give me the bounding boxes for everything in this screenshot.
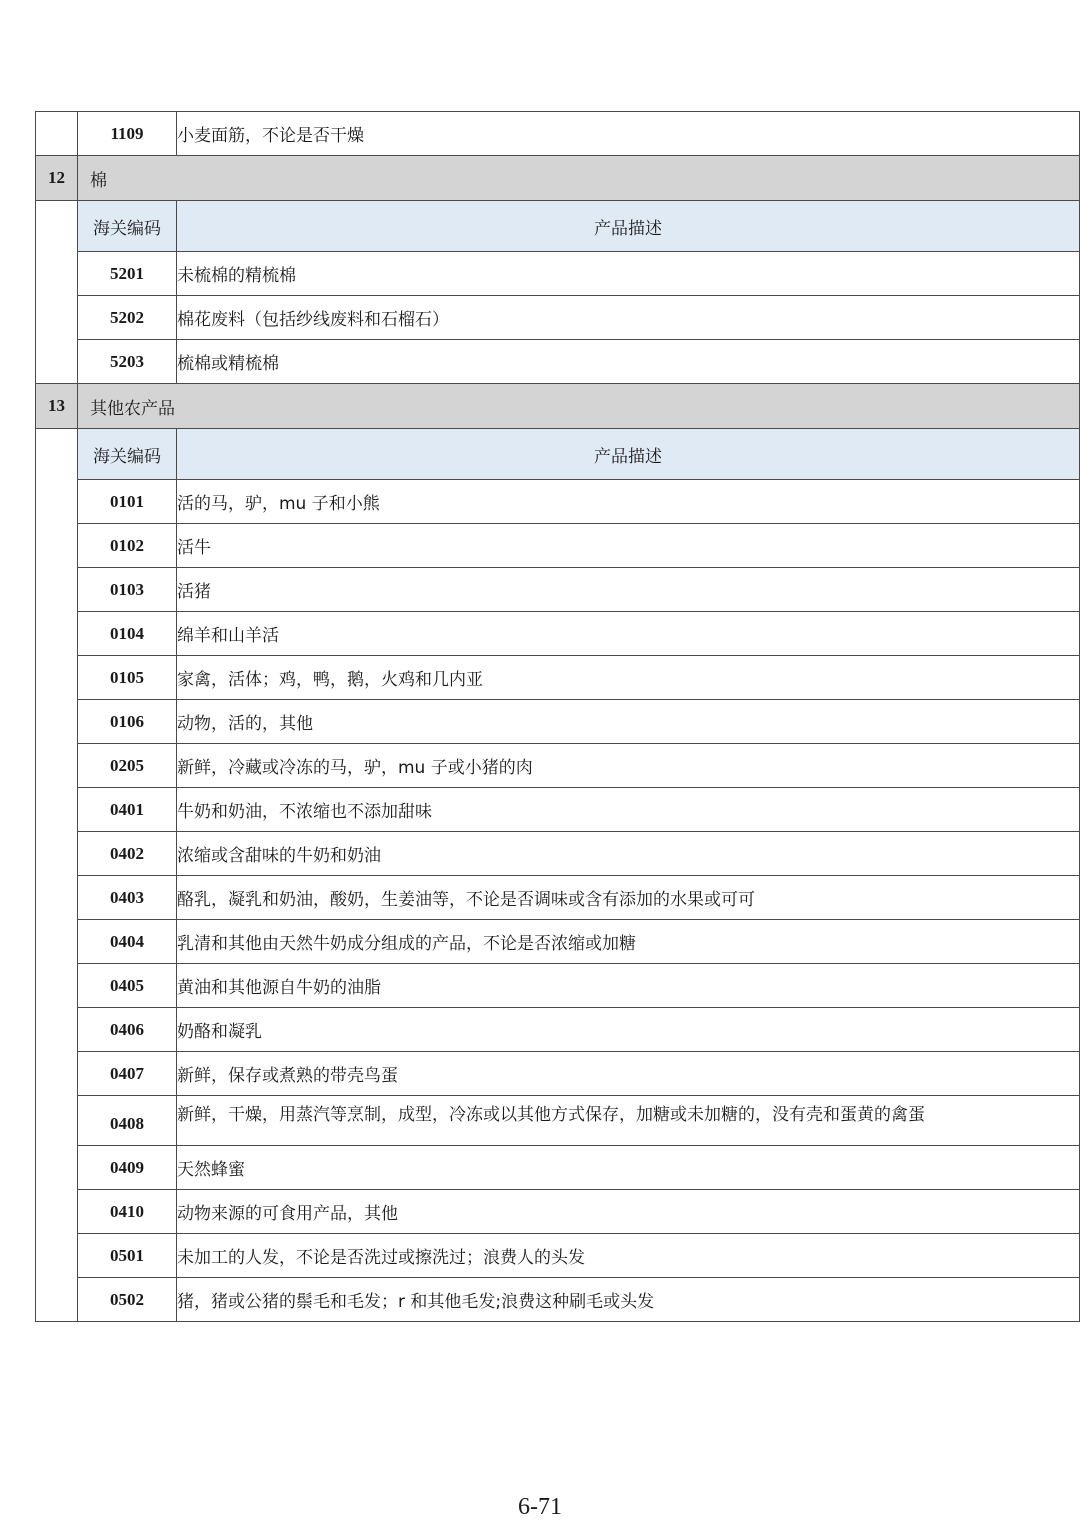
product-description-cell: 牛奶和奶油，不浓缩也不添加甜味 bbox=[177, 788, 1080, 832]
column-header-description: 产品描述 bbox=[177, 201, 1080, 252]
product-description-cell: 家禽，活体；鸡，鸭，鹅，火鸡和几内亚 bbox=[177, 656, 1080, 700]
category-number: 12 bbox=[36, 156, 78, 201]
hs-code-cell: 0404 bbox=[78, 920, 177, 964]
product-description-cell: 未加工的人发，不论是否洗过或擦洗过；浪费人的头发 bbox=[177, 1234, 1080, 1278]
product-description-cell: 新鲜，冷藏或冷冻的马，驴，mu 子或小猪的肉 bbox=[177, 744, 1080, 788]
hs-code-cell: 0408 bbox=[78, 1096, 177, 1146]
table-row bbox=[36, 524, 1080, 568]
table-header-row bbox=[36, 201, 1080, 252]
table-row bbox=[36, 112, 1080, 156]
hs-code-cell: 0405 bbox=[78, 964, 177, 1008]
hs-code-cell: 0502 bbox=[78, 1278, 177, 1322]
product-description-cell: 猪，猪或公猪的鬃毛和毛发；r 和其他毛发;浪费这种刷毛或头发 bbox=[177, 1278, 1080, 1322]
category-name: 其他农产品 bbox=[78, 384, 1080, 429]
hs-code-cell: 5201 bbox=[78, 252, 177, 296]
product-description-cell: 新鲜，干燥，用蒸汽等烹制，成型，冷冻或以其他方式保存，加糖或未加糖的，没有壳和蛋黄的禽蛋 bbox=[177, 1096, 1080, 1146]
product-description-cell: 小麦面筋，不论是否干燥 bbox=[177, 112, 1080, 156]
table-row bbox=[36, 612, 1080, 656]
table-row bbox=[36, 1234, 1080, 1278]
hs-code-cell: 0101 bbox=[78, 480, 177, 524]
table-row bbox=[36, 1190, 1080, 1234]
section-indent-cell bbox=[36, 429, 78, 1322]
hs-code-cell: 0410 bbox=[78, 1190, 177, 1234]
category-number: 13 bbox=[36, 384, 78, 429]
hs-code-cell: 0205 bbox=[78, 744, 177, 788]
table-row bbox=[36, 1008, 1080, 1052]
hs-code-cell: 0402 bbox=[78, 832, 177, 876]
table-row bbox=[36, 1052, 1080, 1096]
product-description-cell: 活猪 bbox=[177, 568, 1080, 612]
table-row bbox=[36, 964, 1080, 1008]
table-row bbox=[36, 1278, 1080, 1322]
product-description-cell: 黄油和其他源自牛奶的油脂 bbox=[177, 964, 1080, 1008]
product-description-cell: 天然蜂蜜 bbox=[177, 1146, 1080, 1190]
section-number-cell bbox=[36, 112, 78, 156]
hs-code-cell: 0407 bbox=[78, 1052, 177, 1096]
table-row bbox=[36, 296, 1080, 340]
table-row bbox=[36, 340, 1080, 384]
column-header-code: 海关编码 bbox=[78, 429, 177, 480]
product-description-cell: 新鲜，保存或煮熟的带壳鸟蛋 bbox=[177, 1052, 1080, 1096]
table-row bbox=[36, 1146, 1080, 1190]
product-description-cell: 梳棉或精梳棉 bbox=[177, 340, 1080, 384]
product-description-cell: 绵羊和山羊活 bbox=[177, 612, 1080, 656]
product-description-cell: 活牛 bbox=[177, 524, 1080, 568]
product-description-cell: 乳清和其他由天然牛奶成分组成的产品，不论是否浓缩或加糖 bbox=[177, 920, 1080, 964]
column-header-description: 产品描述 bbox=[177, 429, 1080, 480]
product-description-cell: 棉花废料（包括纱线废料和石榴石） bbox=[177, 296, 1080, 340]
hs-code-cell: 0106 bbox=[78, 700, 177, 744]
table-row bbox=[36, 252, 1080, 296]
product-description-cell: 浓缩或含甜味的牛奶和奶油 bbox=[177, 832, 1080, 876]
table-header-row bbox=[36, 429, 1080, 480]
section-indent-cell bbox=[36, 201, 78, 384]
product-description-cell: 活的马，驴，mu 子和小熊 bbox=[177, 480, 1080, 524]
category-row bbox=[36, 156, 1080, 201]
product-description-cell: 动物来源的可食用产品，其他 bbox=[177, 1190, 1080, 1234]
table-row bbox=[36, 1096, 1080, 1146]
hs-code-cell: 0102 bbox=[78, 524, 177, 568]
hs-code-cell: 5202 bbox=[78, 296, 177, 340]
hs-code-cell: 0409 bbox=[78, 1146, 177, 1190]
hs-code-cell: 5203 bbox=[78, 340, 177, 384]
table-row bbox=[36, 700, 1080, 744]
product-description-cell: 酪乳，凝乳和奶油，酸奶，生姜油等，不论是否调味或含有添加的水果或可可 bbox=[177, 876, 1080, 920]
product-description-cell: 奶酪和凝乳 bbox=[177, 1008, 1080, 1052]
product-description-cell: 未梳棉的精梳棉 bbox=[177, 252, 1080, 296]
product-code-table bbox=[35, 111, 1080, 1322]
table-row bbox=[36, 480, 1080, 524]
table-row bbox=[36, 920, 1080, 964]
table-row bbox=[36, 788, 1080, 832]
product-description-cell: 动物，活的，其他 bbox=[177, 700, 1080, 744]
hs-code-cell: 0401 bbox=[78, 788, 177, 832]
table-row bbox=[36, 568, 1080, 612]
hs-code-cell: 0104 bbox=[78, 612, 177, 656]
category-name: 棉 bbox=[78, 156, 1080, 201]
hs-code-cell: 0403 bbox=[78, 876, 177, 920]
table-row bbox=[36, 876, 1080, 920]
table-row bbox=[36, 656, 1080, 700]
column-header-code: 海关编码 bbox=[78, 201, 177, 252]
hs-code-cell: 1109 bbox=[78, 112, 177, 156]
table-row bbox=[36, 832, 1080, 876]
category-row bbox=[36, 384, 1080, 429]
table-row bbox=[36, 744, 1080, 788]
hs-code-cell: 0501 bbox=[78, 1234, 177, 1278]
page-number: 6-71 bbox=[518, 1494, 562, 1520]
hs-code-cell: 0406 bbox=[78, 1008, 177, 1052]
hs-code-cell: 0105 bbox=[78, 656, 177, 700]
hs-code-cell: 0103 bbox=[78, 568, 177, 612]
